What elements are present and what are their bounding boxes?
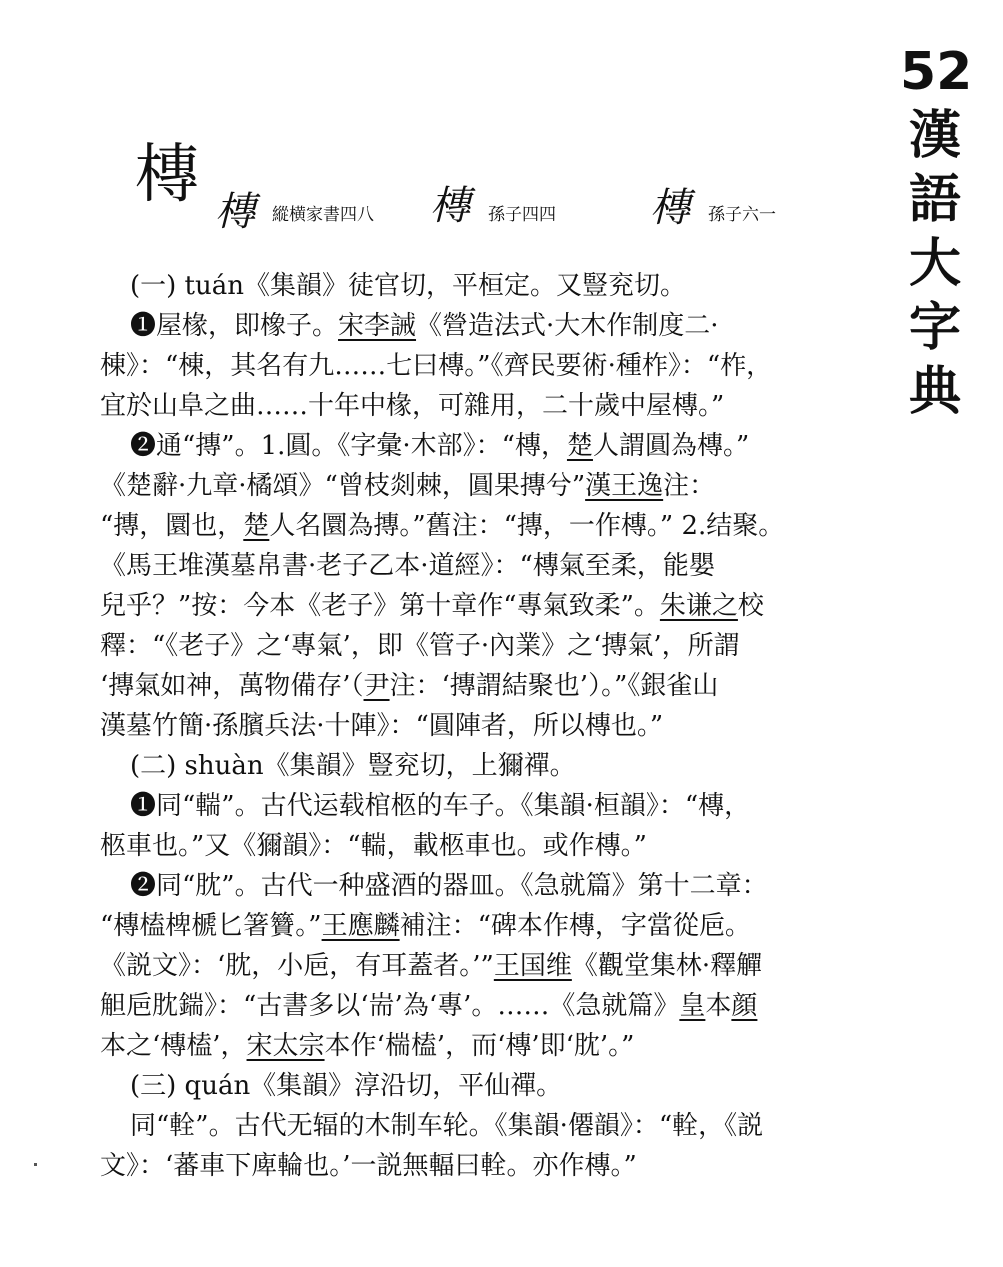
text-segment: 本之‘槫榼’， bbox=[100, 1031, 247, 1061]
entry-text-line bbox=[100, 666, 860, 706]
text-segment: 注： bbox=[663, 471, 716, 501]
text-segment: 宜於山阜之曲……十年中椽，可雜用，二十歲中屋槫。” bbox=[100, 391, 725, 421]
text-segment: 本作‘椯榼’，而‘槫’即‘䏙’。” bbox=[324, 1031, 635, 1061]
book-title-char: 語 bbox=[908, 170, 961, 230]
entry-text-line bbox=[100, 346, 860, 386]
text-segment: 柩車也。”又《獮韻》：“輲，載柩車也。或作槫。” bbox=[100, 831, 647, 861]
text-segment: “摶，圜也， bbox=[100, 511, 244, 541]
book-title-char: 大 bbox=[908, 234, 961, 294]
entry-text-line bbox=[100, 986, 860, 1026]
proper-name: 楚 bbox=[566, 431, 593, 461]
text-segment: 漢墓竹簡·孫臏兵法·十陣》：“圓陣者，所以槫也。” bbox=[100, 711, 664, 741]
text-segment: 同“輇”。古代无辐的木制车轮。《集韻·僊韻》：“輇，《説 bbox=[130, 1111, 764, 1141]
ancient-form-source: 孫子六一 bbox=[708, 205, 776, 225]
book-title-char: 字 bbox=[908, 298, 961, 358]
ancient-form-source: 孫子四四 bbox=[488, 205, 556, 225]
text-segment: 人名圜為摶。”舊注：“摶，一作槫。” 2.结聚。 bbox=[269, 511, 785, 541]
proper-name: 尹 bbox=[363, 671, 390, 701]
entry-text-line bbox=[100, 826, 860, 866]
text-segment: 《營造法式·大木作制度二· bbox=[416, 311, 719, 341]
entry-body bbox=[100, 266, 860, 1186]
proper-name: 王應麟 bbox=[321, 911, 400, 941]
entry-text-line bbox=[100, 386, 860, 426]
text-segment: 觛巵䏙鍴》：“古書多以‘耑’為‘專’。……《急就篇》 bbox=[100, 991, 680, 1021]
text-segment: ❷通“摶”。1.圓。《字彙·木部》：“槫， bbox=[130, 431, 567, 461]
book-title-char: 漢 bbox=[908, 106, 961, 166]
text-segment: 《馬王堆漢墓帛書·老子乙本·道經》：“槫氣至柔，能嬰 bbox=[100, 551, 715, 581]
proper-name: 宋太宗 bbox=[246, 1031, 325, 1061]
text-segment: 《觀堂集林·釋觶 bbox=[571, 951, 763, 981]
text-segment: 《説文》：‘䏙，小巵，有耳蓋者。’” bbox=[100, 951, 494, 981]
entry-text-line bbox=[100, 586, 860, 626]
text-segment: 兒乎？”按：今本《老子》第十章作“專氣致柔”。 bbox=[100, 591, 660, 621]
text-segment: 本 bbox=[705, 991, 732, 1021]
proper-name: 漢王逸 bbox=[585, 471, 664, 501]
entry-text-line bbox=[100, 786, 860, 826]
entry-text-line bbox=[100, 946, 860, 986]
text-segment: ❷同“䏙”。古代一种盛酒的器皿。《急就篇》第十二章： bbox=[130, 871, 768, 901]
entry-text-line bbox=[100, 426, 860, 466]
entry-headword: 槫 bbox=[135, 138, 199, 212]
entry-text-line bbox=[100, 746, 860, 786]
text-segment: 文》：‘蕃車下庳輪也。’一説無輻曰輇。亦作槫。” bbox=[100, 1151, 637, 1181]
book-title-char: 典 bbox=[908, 362, 961, 422]
text-segment: (三) quán《集韻》淳沿切，平仙禪。 bbox=[130, 1071, 563, 1101]
proper-name: 王国维 bbox=[493, 951, 572, 981]
entry-text-line bbox=[100, 466, 860, 506]
entry-text-line bbox=[100, 1106, 860, 1146]
proper-name: 朱谦之 bbox=[659, 591, 738, 621]
text-segment: 釋：“《老子》之‘專氣’，即《管子·內業》之‘摶氣’，所謂 bbox=[100, 631, 740, 661]
text-segment: ‘摶氣如神，萬物備存’（ bbox=[100, 671, 364, 701]
text-segment: ❶同“輲”。古代运载棺柩的车子。《集韻·桓韻》：“槫， bbox=[130, 791, 751, 821]
entry-text-line bbox=[100, 306, 860, 346]
text-segment: (二) shuàn《集韻》豎兖切，上獮禪。 bbox=[130, 751, 576, 781]
entry-text-line bbox=[100, 266, 860, 306]
entry-text-line bbox=[100, 1026, 860, 1066]
entry-text-line bbox=[100, 866, 860, 906]
page-speck bbox=[34, 1163, 37, 1166]
proper-name: 顔 bbox=[731, 991, 758, 1021]
entry-text-line bbox=[100, 506, 860, 546]
proper-name: 楚 bbox=[243, 511, 270, 541]
entry-text-line bbox=[100, 1146, 860, 1186]
text-segment: 《楚辭·九章·橘頌》“曾枝剡棘，圓果摶兮” bbox=[100, 471, 586, 501]
ancient-form-source: 縱横家書四八 bbox=[272, 205, 374, 225]
entry-text-line bbox=[100, 626, 860, 666]
proper-name: 皇 bbox=[679, 991, 706, 1021]
entry-text-line bbox=[100, 1066, 860, 1106]
text-segment: 注：‘摶謂結聚也’）。”《銀雀山 bbox=[389, 671, 719, 701]
entry-text-line bbox=[100, 546, 860, 586]
text-segment: (一) tuán《集韻》徒官切，平桓定。又豎兖切。 bbox=[130, 271, 686, 301]
ancient-form-glyph: 槫 bbox=[215, 189, 255, 235]
page-number: 52 bbox=[900, 42, 973, 102]
text-segment: 棟》：“棟，其名有九……七曰槫。”《齊民要術·種柞》：“柞， bbox=[100, 351, 773, 381]
ancient-form-glyph: 槫 bbox=[650, 185, 690, 231]
text-segment: 補注：“碑本作槫，字當從巵。 bbox=[399, 911, 751, 941]
ancient-form-glyph: 槫 bbox=[430, 183, 470, 229]
text-segment: 校 bbox=[737, 591, 764, 621]
ancient-forms-row bbox=[0, 183, 1003, 260]
entry-text-line bbox=[100, 906, 860, 946]
text-segment: 人謂圓為槫。” bbox=[592, 431, 750, 461]
text-segment: ❶屋椽，即橡子。 bbox=[130, 311, 339, 341]
proper-name: 宋李誡 bbox=[338, 311, 417, 341]
entry-text-line bbox=[100, 706, 860, 746]
text-segment: “槫榼椑榹匕箸籫。” bbox=[100, 911, 322, 941]
